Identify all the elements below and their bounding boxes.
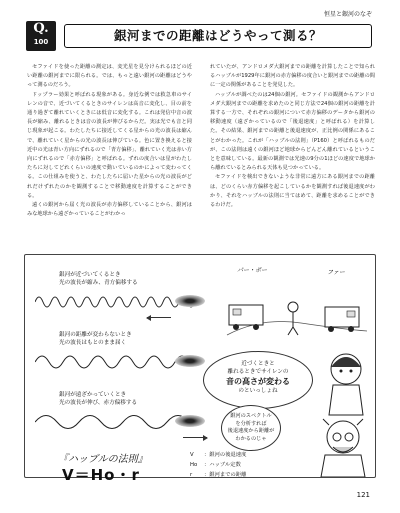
siren-sound-low: ファー xyxy=(327,269,345,276)
page-number: 121 xyxy=(356,491,370,499)
speech-bubble-spectrum: 銀河のスペクトル を分析すれば 後退速度から距離が わかるのじゃ xyxy=(221,405,281,451)
girl-illustration xyxy=(321,347,371,417)
paragraph: れていたが、アンドロメダ大銀河までの距離を計算したことで知られるハッブルが1929年に銀河の赤方偏移の度合いと銀河までの距離の間に一定の関係があることを発見した。 xyxy=(210,64,375,89)
galaxy-icon xyxy=(175,295,205,307)
galaxy-icon xyxy=(175,415,205,427)
question-badge xyxy=(26,21,56,51)
question-title-box xyxy=(64,24,372,48)
question-label: Q. xyxy=(33,21,49,36)
hubble-law-title: 『ハッブルの法則』 xyxy=(58,454,148,465)
paragraph: 遠くの銀河から届く光の波長が赤方偏移していることから、銀河はみな地球から遠ざかっていることがわかっ xyxy=(27,202,192,218)
siren-sound-high: パー・ポー xyxy=(237,267,268,274)
professor-illustration xyxy=(315,415,371,477)
galaxy-icon xyxy=(175,355,205,367)
speech-bubble-siren: 近づくときと 離れるときでサイレンの 音の高さが変わる のといっしょね xyxy=(203,351,313,409)
paragraph: セファイドを検出できないような非常に遠方にある銀河までの距離は、どのくらい赤方偏移を起こしているかを観測すれば後退速度がわかり、それをハッブルの法則に当てはめて、距離を求めることができるわけだ。 xyxy=(210,174,375,209)
paragraph: ハッブルが調べたのは24個の銀河。セファイドの観測からアンドロメダ大銀河までの距離を求めたのと同じ方法で24個の銀河の距離を計算する一方で、それぞれの銀河について赤方偏移のデータから銀河の移動速度（遠ざかっているので「後退速度」と呼ばれる）を計算した。その結果、銀河までの距離と後退速度が、正比例の関係にあることがわかった。これが「ハッブルの法則」（P160）と呼ばれるものだが、この法則は遠くの銀河ほど地球からどんどん離れているということを意味している。最新の観測では光速の9分の1ほどの速度で地球から離れているとみられる天体も見つかっている。 xyxy=(210,91,375,172)
header-category: 恒星と銀河のなぞ xyxy=(323,11,372,18)
arrow-right-icon xyxy=(183,437,207,438)
legend-item: V ：銀河の後退速度 xyxy=(190,452,247,458)
page-title: 銀河までの距離はどうやって測る？ xyxy=(113,28,322,43)
doppler-figure xyxy=(24,254,376,478)
legend-item: r ：銀河までの距離 xyxy=(190,472,247,478)
formula-legend xyxy=(190,450,246,480)
body-column-right xyxy=(210,63,375,210)
paragraph: ドップラー効果と呼ばれる現象がある。身近な例では救急車のサイレンの音で、近づいてくるときのサイレンは高音に変化し、目の前を通り過ぎて離れていくときには低音に変化する。これは発信中音の波長が縮み、離れるときは音の波長が伸びるからだ。実は光でも音と同じ現象が起こる。わたしたちに接近してくる星からの光の波長は縮んで、離れていく星からの光の波長は伸びている。色に置き換えると接近中の光は青い方向にずれるので「青方偏移」、離れていく光は赤い方向にずれるので「赤方偏移」と呼ばれる。ずれの度合いは星がわたしたちに対してどれくらいの速度で動いているのかによって変わってくる。この仕組みを使うと、わたしたちに届いた星からの光の波長がどれだけずれたのかを観測することで移動速度を計算することができる。 xyxy=(27,91,192,199)
arrow-left-icon xyxy=(147,317,171,318)
caption-recede: 銀河が遠ざかっていくとき 光の波長が伸び、赤方偏移する xyxy=(59,392,138,406)
legend-item: Ho ：ハッブル定数 xyxy=(190,462,241,468)
question-number: 100 xyxy=(33,38,49,46)
paragraph: セファイドを使った距離の測定は、変光星を見分けられるほどの近い距離の銀河までに限られる。では、もっと遠い銀河の距離はどうやって測るのだろう。 xyxy=(27,64,192,89)
caption-static: 銀河の距離が変わらないとき 光の波長はもとのまま届く xyxy=(59,332,132,346)
hubble-law-formula: V＝Ho・r xyxy=(62,466,140,484)
body-column-left xyxy=(27,63,192,219)
ambulance-illustration xyxy=(221,277,371,347)
caption-approach: 銀河が近づいてくるとき 光の波長が縮み、青方偏移する xyxy=(59,272,138,286)
